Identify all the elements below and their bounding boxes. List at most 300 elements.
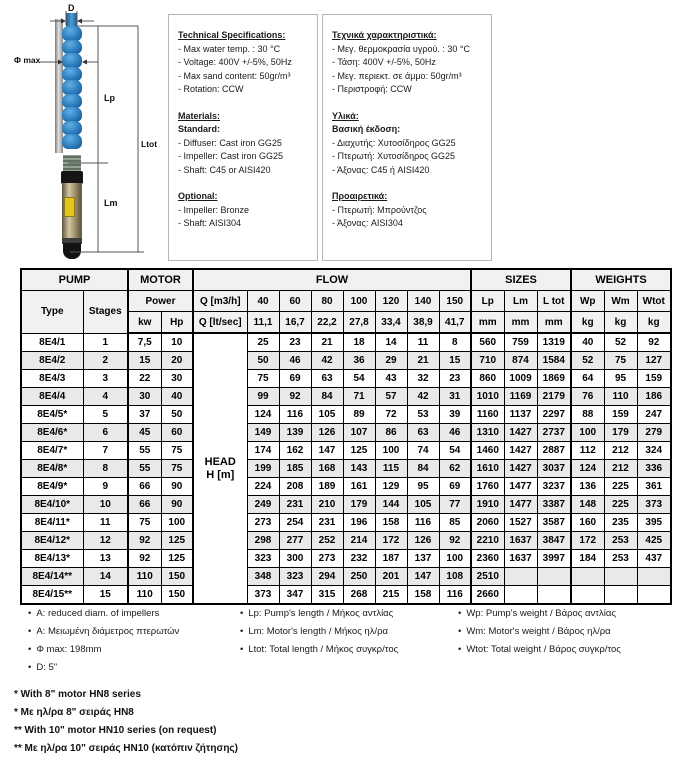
spec-line: - Πτερωτή: Χυτοσίδηρος GG25	[332, 151, 456, 161]
table-row	[21, 496, 671, 514]
head-value-cell: 323	[247, 550, 279, 568]
head-value-cell: 161	[343, 478, 375, 496]
table-row	[21, 333, 671, 352]
head-unit-cell	[193, 333, 247, 604]
flow-ltsec-value: 38,9	[407, 312, 439, 334]
pump-type-cell: 8E4/13*	[21, 550, 83, 568]
weight-cell: 253	[604, 550, 637, 568]
kw-cell: 66	[128, 496, 161, 514]
size-cell: 1477	[504, 496, 537, 514]
pump-type-cell: 8E4/3	[21, 370, 83, 388]
legend-notes-middle	[240, 605, 398, 659]
col-header-wp: Wp	[571, 291, 604, 312]
head-value-cell: 57	[375, 388, 407, 406]
weight-cell: 425	[637, 532, 671, 550]
head-value-cell: 116	[279, 406, 311, 424]
bullet-icon: •	[28, 626, 32, 637]
head-value-cell: 100	[375, 442, 407, 460]
weight-cell: 64	[571, 370, 604, 388]
head-value-cell: 373	[247, 586, 279, 605]
spec-section-subtitle: Standard:	[178, 124, 221, 134]
head-value-cell: 75	[247, 370, 279, 388]
pump-type-cell: 8E4/6*	[21, 424, 83, 442]
head-value-cell: 124	[247, 406, 279, 424]
head-value-cell: 86	[375, 424, 407, 442]
weight-cell: 112	[571, 442, 604, 460]
size-cell: 710	[471, 352, 504, 370]
head-label-line: HEAD	[204, 455, 236, 468]
head-value-cell: 50	[247, 352, 279, 370]
weight-cell: 225	[604, 496, 637, 514]
flow-ltsec-value: 22,2	[311, 312, 343, 334]
hp-cell: 40	[161, 388, 193, 406]
head-value-cell: 43	[375, 370, 407, 388]
note-text: A: Μειωμένη διάμετρος πτερωτών	[36, 626, 180, 637]
kw-cell: 75	[128, 514, 161, 532]
head-value-cell: 179	[343, 496, 375, 514]
col-header-type: Type	[21, 291, 83, 334]
head-value-cell: 126	[407, 532, 439, 550]
dim-label-phimax: Φ max	[14, 55, 41, 65]
head-value-cell: 298	[247, 532, 279, 550]
weight-cell: 437	[637, 550, 671, 568]
spec-line: - Πτερωτή: Μπρούντζος	[332, 204, 427, 215]
weight-cell: 110	[604, 388, 637, 406]
size-cell: 1910	[471, 496, 504, 514]
head-value-cell: 116	[439, 586, 471, 605]
hp-cell: 30	[161, 370, 193, 388]
head-value-cell: 8	[439, 333, 471, 352]
table-body	[21, 333, 671, 604]
size-cell: 2060	[471, 514, 504, 532]
weight-cell: 160	[571, 514, 604, 532]
hp-cell: 60	[161, 424, 193, 442]
table-row	[21, 424, 671, 442]
flow-m3h-value: 120	[375, 291, 407, 312]
head-value-cell: 69	[439, 478, 471, 496]
weight-cell: 336	[637, 460, 671, 478]
spec-section-subtitle: Βασική έκδοση:	[332, 124, 401, 134]
col-header-wm: Wm	[604, 291, 637, 312]
head-value-cell: 95	[407, 478, 439, 496]
head-value-cell: 32	[407, 370, 439, 388]
head-value-cell: 187	[375, 550, 407, 568]
head-value-cell: 208	[279, 478, 311, 496]
flow-ltsec-value: 27,8	[343, 312, 375, 334]
head-value-cell: 231	[279, 496, 311, 514]
spec-section-title: Προαιρετικά:	[332, 191, 388, 201]
dim-label-lp: Lp	[104, 93, 115, 103]
note-line	[458, 623, 621, 641]
weight-cell: 279	[637, 424, 671, 442]
size-cell: 2510	[471, 568, 504, 586]
pump-type-cell: 8E4/14**	[21, 568, 83, 586]
bullet-icon: •	[28, 662, 32, 673]
stages-cell: 15	[83, 586, 128, 605]
col-header-hp: Hp	[161, 312, 193, 334]
weight-cell: 324	[637, 442, 671, 460]
table-row	[21, 370, 671, 388]
kw-cell: 110	[128, 586, 161, 605]
size-cell: 560	[471, 333, 504, 352]
weight-cell	[604, 586, 637, 605]
head-value-cell: 144	[375, 496, 407, 514]
weight-cell: 395	[637, 514, 671, 532]
head-value-cell: 39	[439, 406, 471, 424]
stages-cell: 13	[83, 550, 128, 568]
head-value-cell: 99	[247, 388, 279, 406]
head-value-cell: 139	[279, 424, 311, 442]
col-header-q-m3h: Q [m3/h]	[193, 291, 247, 312]
kw-cell: 7,5	[128, 333, 161, 352]
kw-cell: 37	[128, 406, 161, 424]
bullet-icon: •	[240, 644, 244, 655]
head-value-cell: 199	[247, 460, 279, 478]
head-value-cell: 231	[311, 514, 343, 532]
head-value-cell: 224	[247, 478, 279, 496]
note-line	[28, 641, 179, 659]
head-value-cell: 23	[279, 333, 311, 352]
head-value-cell: 172	[375, 532, 407, 550]
weight-cell: 136	[571, 478, 604, 496]
size-cell: 1169	[504, 388, 537, 406]
size-cell: 3387	[537, 496, 571, 514]
table-row	[21, 586, 671, 605]
table-header-row	[21, 291, 671, 312]
head-value-cell: 100	[439, 550, 471, 568]
hp-cell: 125	[161, 550, 193, 568]
size-cell	[504, 568, 537, 586]
head-value-cell: 74	[407, 442, 439, 460]
head-value-cell: 162	[279, 442, 311, 460]
spec-line: - Μεγ. θερμοκρασία υγρού. : 30 °C	[332, 43, 470, 54]
spec-line: - Max sand content: 50gr/m³	[178, 70, 291, 81]
col-header-stages: Stages	[83, 291, 128, 334]
head-value-cell: 201	[375, 568, 407, 586]
head-value-cell: 21	[311, 333, 343, 352]
head-value-cell: 210	[311, 496, 343, 514]
pump-type-cell: 8E4/10*	[21, 496, 83, 514]
head-value-cell: 46	[439, 424, 471, 442]
stages-cell: 4	[83, 388, 128, 406]
hp-cell: 100	[161, 514, 193, 532]
weight-cell: 184	[571, 550, 604, 568]
pump-type-cell: 8E4/1	[21, 333, 83, 352]
note-text: D: 5"	[36, 662, 58, 673]
head-value-cell: 323	[279, 568, 311, 586]
head-value-cell: 84	[311, 388, 343, 406]
head-value-cell: 348	[247, 568, 279, 586]
flow-m3h-value: 150	[439, 291, 471, 312]
weight-cell: 52	[571, 352, 604, 370]
spec-line: - Impeller: Bronze	[178, 204, 250, 215]
head-value-cell: 92	[439, 532, 471, 550]
pump-type-cell: 8E4/8*	[21, 460, 83, 478]
stages-cell: 14	[83, 568, 128, 586]
spec-section-title: Technical Specifications:	[178, 30, 286, 40]
size-cell: 1527	[504, 514, 537, 532]
stages-cell: 9	[83, 478, 128, 496]
spec-line: - Shaft: AISI304	[178, 218, 242, 228]
size-cell: 1610	[471, 460, 504, 478]
size-cell: 3847	[537, 532, 571, 550]
stages-cell: 1	[83, 333, 128, 352]
head-value-cell: 18	[343, 333, 375, 352]
size-cell	[537, 568, 571, 586]
note-text: Wtot: Total weight / Βάρος συγκρ/τος	[466, 644, 621, 655]
note-text: Wm: Motor's weight / Βάρος ηλ/ρα	[466, 626, 611, 637]
table-row	[21, 532, 671, 550]
spec-section	[178, 29, 308, 97]
col-header-power: Power	[128, 291, 193, 312]
note-line	[28, 605, 179, 623]
pump-type-cell: 8E4/12*	[21, 532, 83, 550]
weight-cell: 95	[604, 370, 637, 388]
head-value-cell: 168	[311, 460, 343, 478]
size-cell: 1637	[504, 532, 537, 550]
size-cell: 1637	[504, 550, 537, 568]
table-row	[21, 550, 671, 568]
spec-line: - Impeller: Cast iron GG25	[178, 151, 284, 161]
pump-type-cell: 8E4/7*	[21, 442, 83, 460]
table-row	[21, 406, 671, 424]
stages-cell: 10	[83, 496, 128, 514]
stages-cell: 7	[83, 442, 128, 460]
spec-section	[332, 110, 482, 178]
size-cell: 874	[504, 352, 537, 370]
col-header-lp: Lp	[471, 291, 504, 312]
weight-cell: 52	[604, 333, 637, 352]
head-value-cell: 147	[311, 442, 343, 460]
head-value-cell: 249	[247, 496, 279, 514]
weight-cell: 247	[637, 406, 671, 424]
weight-cell: 148	[571, 496, 604, 514]
head-value-cell: 125	[343, 442, 375, 460]
hp-cell: 150	[161, 568, 193, 586]
head-value-cell: 15	[439, 352, 471, 370]
note-line	[28, 623, 179, 641]
kw-cell: 110	[128, 568, 161, 586]
head-value-cell: 89	[343, 406, 375, 424]
weight-cell	[571, 568, 604, 586]
size-cell	[537, 586, 571, 605]
flow-m3h-value: 100	[343, 291, 375, 312]
dim-label-ltot: Ltot	[141, 139, 158, 149]
size-cell: 2210	[471, 532, 504, 550]
bullet-icon: •	[28, 608, 32, 619]
size-cell: 1760	[471, 478, 504, 496]
table-header	[21, 269, 671, 333]
spec-line: - Shaft: C45 or AISI420	[178, 164, 271, 175]
pump-type-cell: 8E4/5*	[21, 406, 83, 424]
head-value-cell: 77	[439, 496, 471, 514]
size-cell	[504, 586, 537, 605]
head-value-cell: 273	[311, 550, 343, 568]
head-value-cell: 42	[311, 352, 343, 370]
size-cell: 1160	[471, 406, 504, 424]
flow-ltsec-value: 16,7	[279, 312, 311, 334]
spec-section	[178, 190, 308, 231]
head-value-cell: 277	[279, 532, 311, 550]
head-value-cell: 92	[279, 388, 311, 406]
group-header-flow: FLOW	[193, 269, 471, 291]
weight-cell	[604, 568, 637, 586]
size-cell: 1427	[504, 424, 537, 442]
spec-line: - Rotation: CCW	[178, 84, 244, 94]
bullet-icon: •	[28, 644, 32, 655]
footnote-line: ** With 10" motor HN10 series (on request)	[14, 725, 217, 736]
hp-cell: 125	[161, 532, 193, 550]
bullet-icon: •	[240, 608, 244, 619]
head-value-cell: 174	[247, 442, 279, 460]
spec-section-title: Τεχνικά χαρακτηριστικά:	[332, 30, 437, 40]
table-row	[21, 568, 671, 586]
size-cell: 2887	[537, 442, 571, 460]
table-row	[21, 352, 671, 370]
size-cell: 1869	[537, 370, 571, 388]
kw-cell: 55	[128, 460, 161, 478]
weight-cell: 172	[571, 532, 604, 550]
col-header-ltot: L tot	[537, 291, 571, 312]
size-cell: 1477	[504, 478, 537, 496]
kw-cell: 45	[128, 424, 161, 442]
size-cell: 2360	[471, 550, 504, 568]
flow-m3h-value: 60	[279, 291, 311, 312]
size-cell: 759	[504, 333, 537, 352]
bullet-icon: •	[458, 644, 462, 655]
stages-cell: 3	[83, 370, 128, 388]
spec-section-title: Υλικά:	[332, 110, 359, 121]
footnote-line: * Με ηλ/ρα 8" σειράς HN8	[14, 707, 134, 718]
pump-figure	[10, 5, 165, 263]
kw-cell: 22	[128, 370, 161, 388]
head-value-cell: 107	[343, 424, 375, 442]
note-text: Lp: Pump's length / Μήκος αντλίας	[248, 608, 394, 619]
note-line	[458, 641, 621, 659]
head-value-cell: 21	[407, 352, 439, 370]
kw-cell: 55	[128, 442, 161, 460]
head-value-cell: 126	[311, 424, 343, 442]
flow-ltsec-value: 33,4	[375, 312, 407, 334]
weight-cell: 124	[571, 460, 604, 478]
head-value-cell: 85	[439, 514, 471, 532]
spec-section-title: Materials:	[178, 110, 221, 121]
head-value-cell: 11	[407, 333, 439, 352]
head-value-cell: 300	[279, 550, 311, 568]
head-value-cell: 63	[407, 424, 439, 442]
kw-cell: 92	[128, 532, 161, 550]
head-value-cell: 137	[407, 550, 439, 568]
table-row	[21, 514, 671, 532]
head-value-cell: 158	[407, 586, 439, 605]
head-value-cell: 185	[279, 460, 311, 478]
size-cell: 3037	[537, 460, 571, 478]
table-row	[21, 388, 671, 406]
head-value-cell: 232	[343, 550, 375, 568]
head-value-cell: 254	[279, 514, 311, 532]
head-value-cell: 53	[407, 406, 439, 424]
kw-cell: 66	[128, 478, 161, 496]
pump-type-cell: 8E4/4	[21, 388, 83, 406]
hp-cell: 90	[161, 478, 193, 496]
weight-cell: 88	[571, 406, 604, 424]
weight-cell	[637, 568, 671, 586]
flow-m3h-value: 80	[311, 291, 343, 312]
note-line	[240, 605, 398, 623]
size-cell: 1310	[471, 424, 504, 442]
unit-header: mm	[504, 312, 537, 334]
spec-section	[332, 190, 482, 231]
size-cell: 1427	[504, 442, 537, 460]
size-cell: 3587	[537, 514, 571, 532]
kw-cell: 92	[128, 550, 161, 568]
col-header-q-ltsec: Q [lt/sec]	[193, 312, 247, 334]
weight-cell: 100	[571, 424, 604, 442]
note-line	[240, 641, 398, 659]
table-group-row	[21, 269, 671, 291]
weight-cell: 92	[637, 333, 671, 352]
head-value-cell: 108	[439, 568, 471, 586]
head-value-cell: 196	[343, 514, 375, 532]
stages-cell: 5	[83, 406, 128, 424]
head-value-cell: 25	[247, 333, 279, 352]
weight-cell: 253	[604, 532, 637, 550]
spec-box-greek	[322, 14, 492, 261]
head-value-cell: 273	[247, 514, 279, 532]
group-header-weights: WEIGHTS	[571, 269, 671, 291]
hp-cell: 150	[161, 586, 193, 605]
head-value-cell: 115	[375, 460, 407, 478]
flow-m3h-value: 140	[407, 291, 439, 312]
bullet-icon: •	[240, 626, 244, 637]
size-cell: 2737	[537, 424, 571, 442]
note-text: A: reduced diam. of impellers	[36, 608, 160, 619]
note-line	[28, 659, 179, 677]
bullet-icon: •	[458, 626, 462, 637]
hp-cell: 75	[161, 442, 193, 460]
legend-notes-left	[28, 605, 179, 677]
pump-type-cell: 8E4/15**	[21, 586, 83, 605]
dim-label-lm: Lm	[104, 198, 118, 208]
head-value-cell: 71	[343, 388, 375, 406]
head-value-cell: 31	[439, 388, 471, 406]
note-text: Wp: Pump's weight / Βάρος αντλίας	[466, 608, 616, 619]
flow-ltsec-value: 41,7	[439, 312, 471, 334]
pump-type-cell: 8E4/2	[21, 352, 83, 370]
note-line	[458, 605, 621, 623]
head-value-cell: 23	[439, 370, 471, 388]
weight-cell: 40	[571, 333, 604, 352]
dimension-lines	[10, 5, 165, 263]
head-value-cell: 14	[375, 333, 407, 352]
size-cell: 1460	[471, 442, 504, 460]
spec-line: - Τάση: 400V +/-5%, 50Hz	[332, 57, 436, 67]
spec-line: - Μεγ. περιεκτ. σε άμμο: 50gr/m³	[332, 70, 462, 81]
group-header-pump: PUMP	[21, 269, 128, 291]
size-cell: 3997	[537, 550, 571, 568]
footnote-line: ** Με ηλ/ρα 10" σειράς HN10 (κατόπιν ζήτησης)	[14, 743, 238, 754]
size-cell: 2179	[537, 388, 571, 406]
size-cell: 1137	[504, 406, 537, 424]
weight-cell	[637, 586, 671, 605]
head-value-cell: 116	[407, 514, 439, 532]
head-value-cell: 29	[375, 352, 407, 370]
weight-cell: 225	[604, 478, 637, 496]
weight-cell: 235	[604, 514, 637, 532]
weight-cell: 75	[604, 352, 637, 370]
stages-cell: 11	[83, 514, 128, 532]
table-row	[21, 442, 671, 460]
